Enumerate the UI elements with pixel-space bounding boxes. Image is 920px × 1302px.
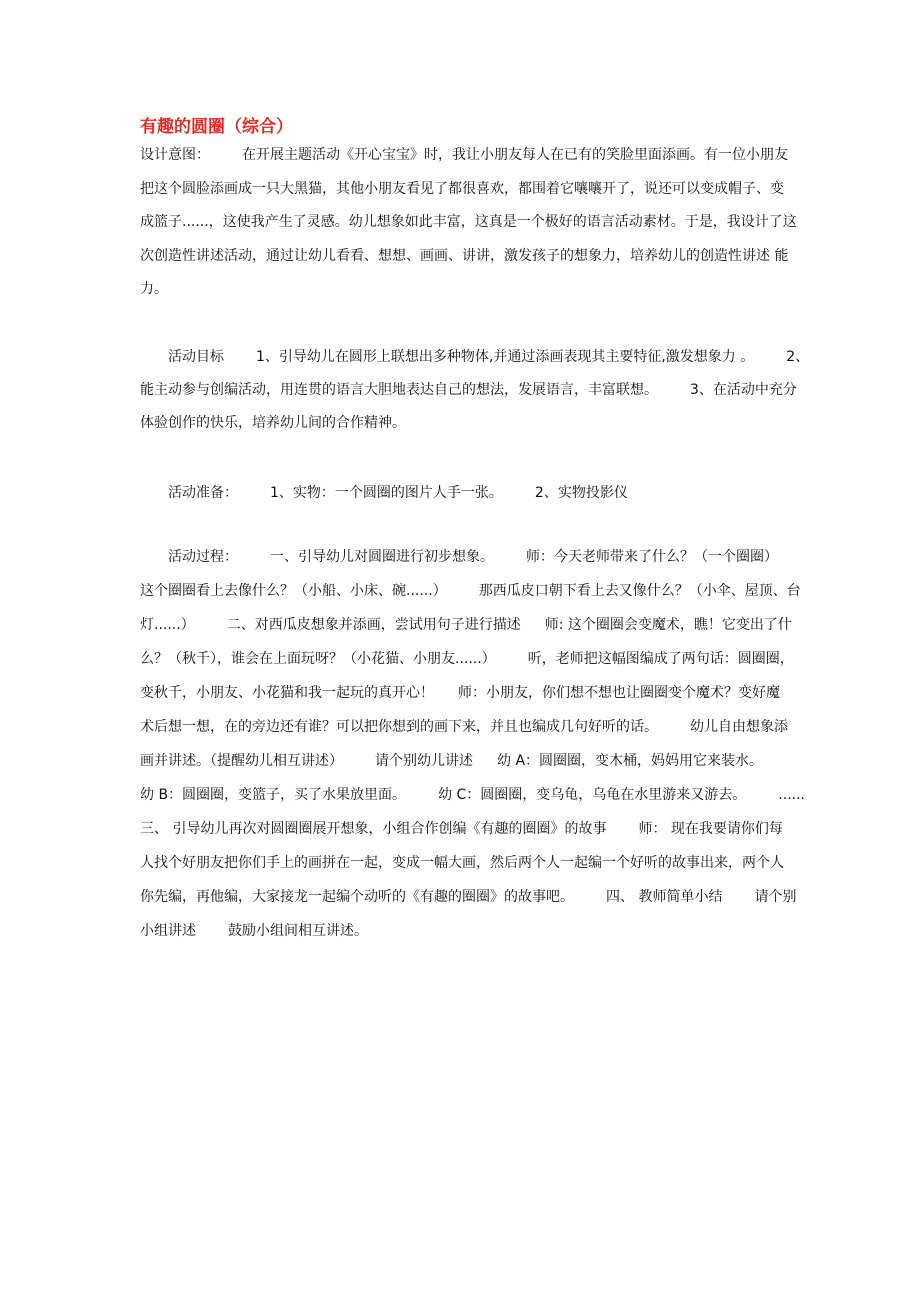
process-text: 请个别幼儿讲述 [375, 753, 473, 769]
process-line-9 [140, 820, 783, 838]
process-text: 四、 教师简单小结 [606, 889, 723, 905]
goals-line-3 [140, 414, 406, 432]
process-text: 灯......） [140, 617, 195, 633]
intent-text: 把这个圆脸添画成一只大黑猫，其他小朋友看见了都很喜欢，都围着它嚷嚷开了，说还可以变成帽子、变 [140, 181, 784, 197]
process-text: 画并讲述。（提醒幼儿相互讲述） [140, 753, 343, 769]
process-text: 师：今天老师带来了什么？（一个圈圈） [526, 549, 778, 565]
process-text: 二、对西瓜皮想象并添画，尝试用句子进行描述 [226, 617, 521, 633]
goals-label: 活动目标 [168, 349, 224, 365]
intent-text: 次创造性讲述活动，通过让幼儿看看、想想、画画、讲讲，激发孩子的想象力，培养幼儿的创造性讲述 能 [140, 248, 789, 264]
process-text: 听，老师把这幅图编成了两句话：圆圈圈， [527, 651, 794, 667]
process-line-1 [168, 548, 778, 566]
process-line-6 [140, 718, 788, 736]
process-text: 人找个好朋友把你们手上的画拼在一起，变成一幅大画，然后两个人一起编一个好听的故事出来，两个人 [140, 855, 784, 871]
process-text: 请个别 [754, 889, 797, 905]
process-line-12 [140, 922, 368, 940]
process-text: 师：小朋友，你们想不想也让圈圈变个魔术？变好魔 [458, 685, 780, 701]
process-text: 三、 引导幼儿再次对圆圈圈展开想象，小组合作创编《有趣的圈圈》的故事 [140, 821, 607, 837]
goals-text: 3、在活动中充分 [690, 382, 797, 398]
goals-text: 能主动参与创编活动，用连贯的语言大胆地表达自己的想法，发展语言，丰富联想。 [140, 382, 658, 398]
intent-line-1 [140, 146, 788, 164]
process-text: 幼 A：圆圈圈，变木桶，妈妈用它来装水。 [497, 753, 764, 769]
process-text: 那西瓜皮口朝下看上去又像什么？（小伞、屋顶、台 [478, 583, 801, 599]
process-line-8 [140, 786, 805, 804]
process-text: ...... [778, 787, 805, 803]
process-line-2 [140, 582, 801, 600]
process-text: 小组讲述 [140, 923, 196, 939]
intent-line-5 [140, 280, 168, 298]
process-text: 师： 现在我要请你们每 [638, 821, 783, 837]
intent-line-2 [140, 180, 784, 198]
process-line-10 [140, 854, 784, 872]
process-text: 师: 这个圈圈会变魔术，瞧！它变出了什 [544, 617, 792, 633]
process-line-4 [140, 650, 794, 668]
intent-line-3 [140, 213, 797, 231]
document-title: 有趣的圆圈（综合） [140, 117, 293, 137]
intent-text: 成篮子......，这使我产生了灵感。幼儿想象如此丰富，这真是一个极好的语言活动素材。于是，我设计了这 [140, 214, 797, 230]
goals-line-2 [140, 381, 797, 399]
prep-line [168, 484, 628, 502]
process-text: 鼓励小组间相互讲述。 [228, 923, 368, 939]
goals-line-1 [168, 348, 809, 366]
goals-text: 2、 [786, 349, 810, 365]
process-line-7 [140, 752, 763, 770]
intent-text: 力。 [140, 281, 168, 297]
intent-label: 设计意图： [140, 147, 210, 163]
goals-text: 1、引导幼儿在圆形上联想出多种物体,并通过添画表现其主要特征,激发想象力 。 [256, 349, 755, 365]
goals-text: 体验创作的快乐，培养幼儿间的合作精神。 [140, 415, 406, 431]
process-text: 么？（秋千），谁会在上面玩呀？（小花猫、小朋友......） [140, 651, 496, 667]
process-line-3 [140, 616, 792, 634]
process-text: 这个圈圈看上去像什么？（小船、小床、碗......） [140, 583, 447, 599]
process-label: 活动过程： [168, 549, 238, 565]
process-text: 幼 C：圆圈圈，变乌龟，乌龟在水里游来又游去。 [438, 787, 747, 803]
prep-item-2: 2、实物投影仪 [534, 485, 628, 501]
process-text: 幼儿自由想象添 [690, 719, 788, 735]
process-text: 一、引导幼儿对圆圈进行初步想象。 [270, 549, 494, 565]
process-text: 变秋千，小朋友、小花猫和我一起玩的真开心！ [140, 685, 434, 701]
prep-label: 活动准备： [168, 485, 238, 501]
process-line-5 [140, 684, 780, 702]
process-text: 你先编，再他编，大家接龙一起编个动听的《有趣的圈圈》的故事吧。 [140, 889, 574, 905]
prep-item-1: 1、实物：一个圆圈的图片人手一张。 [270, 485, 503, 501]
intent-line-4 [140, 247, 788, 265]
process-line-11 [140, 888, 796, 906]
process-text: 幼 B：圆圈圈，变篮子，买了水果放里面。 [140, 787, 407, 803]
process-text: 术后想一想，在的旁边还有谁？可以把你想到的画下来，并且也编成几句好听的话。 [140, 719, 658, 735]
intent-text: 在开展主题活动《开心宝宝》时，我让小朋友每人在已有的笑脸里面添画。有一位小朋友 [242, 147, 788, 163]
